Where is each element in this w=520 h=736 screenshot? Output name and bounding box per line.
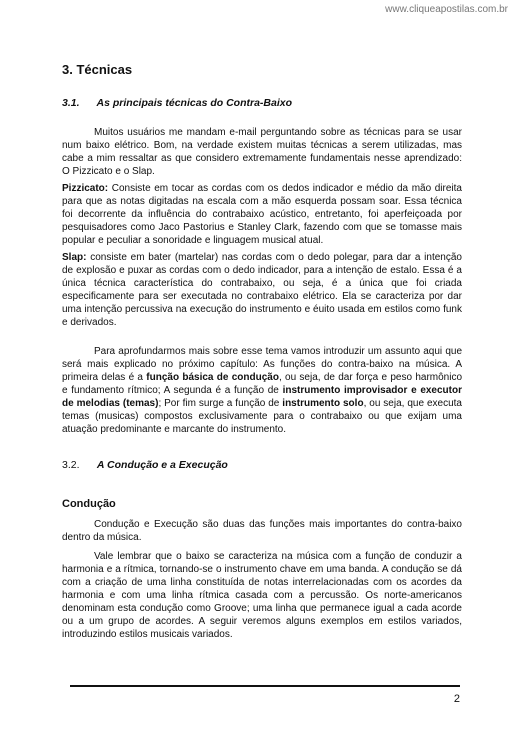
conducao-heading: Condução [62,498,116,510]
conducao-paragraph-1 [62,518,462,544]
functions-text-3: ; Por fim surge a função de [158,398,283,409]
page-number: 2 [453,693,460,705]
functions-paragraph [62,345,462,436]
chapter-title: Técnicas [76,62,133,77]
functions-text-1: Para aprofundarmos mais sobre esse tema vamos introduzir um assunto aqui que será mais explicado no próximo capítulo: As funções do contra-baixo na música. A primeira delas é a [62,346,462,383]
chapter-heading [62,62,132,77]
slap-text: consiste em bater (martelar) nas cordas com o dedo polegar, para dar a intenção de explosão e puxar as cordas com o dedo indicador, para a intenção de estalo. Essa é a única técnica característica do contrabaixo, ou seja, é a única que foi criada especificamente para ser executada no contrabaixo elétrico. Ela se caracteriza por dar uma intenção percussiva na execução do instrumento e éuito usada em estilos como funk e derivados. [62,252,462,328]
chapter-number: 3. [62,62,73,77]
conducao-paragraph-2 [62,550,462,641]
slap-label: Slap: [62,252,87,263]
pizzicato-paragraph [62,182,462,247]
section-number: 3.1. [62,97,80,109]
pizzicato-label: Pizzicato: [62,183,109,194]
section-number: 3.2. [62,459,80,471]
section-heading-3-1 [62,97,292,109]
footer-rule [70,685,460,687]
section-heading-3-2 [62,459,228,471]
functions-bold-3: instrumento solo [282,398,364,409]
conducao-text-2: Vale lembrar que o baixo se caracteriza na música com a função de conduzir a harmonia e a rítmica, tornando-se o instrumento chave em uma banda. A condução se dá com a criação de uma linha constituída de notas interrelacionadas com os acordes da harmonia e com uma linha rítmica casada com a percussão. Os norte-americanos denominam esta condução como Groove; uma linha que permanece igual a cada acorde ou a um grupo de acordes. A seguir veremos alguns exemplos em estilos variados, introduzindo estilos musicais variados. [62,551,462,640]
intro-text: Muitos usuários me mandam e-mail perguntando sobre as técnicas para se usar num baixo elétrico. Bom, na verdade existem muitas técnicas a serem utilizadas, mas cabe a mim ressaltar as que considero extremamente fundamentais nesse aprendizado: O Pizzicato e o Slap. [62,127,462,177]
section-title: A Condução e a Execução [96,459,228,471]
section-title: As principais técnicas do Contra-Baixo [96,97,292,109]
functions-bold-1: função básica de condução [146,372,279,383]
source-watermark: www.cliqueapostilas.com.br [385,4,508,15]
intro-paragraph [62,126,462,178]
functions-text-4: , ou seja, que executa temas (musicas) compostos exclusivamente para o contrabaixo ou que exijam uma atuação predominante e marcante do instrumento. [62,398,462,435]
functions-text-2: , ou seja, de dar força e peso harmônico e fundamento rítmico; A segunda é a função de [62,372,463,396]
functions-bold-2: instrumento improvisador e executor de melodias (temas) [62,385,462,409]
pizzicato-text: Consiste em tocar as cordas com os dedos indicador e médio da mão direita para que as notas digitadas na escala com a mão esquerda possam soar. Essa técnica foi decorrente da influência do contrabaixo acústico, entretanto, foi aperfeiçoada por pesquisadores como Jaco Pastorius e Stanley Clark, fazendo com que se tomasse mais popular e peculiar a sonoridade e linguagem musical atual. [62,183,462,246]
conducao-text-1: Condução e Execução são duas das funções mais importantes do contra-baixo dentro da música. [62,519,462,543]
slap-paragraph [62,251,462,329]
